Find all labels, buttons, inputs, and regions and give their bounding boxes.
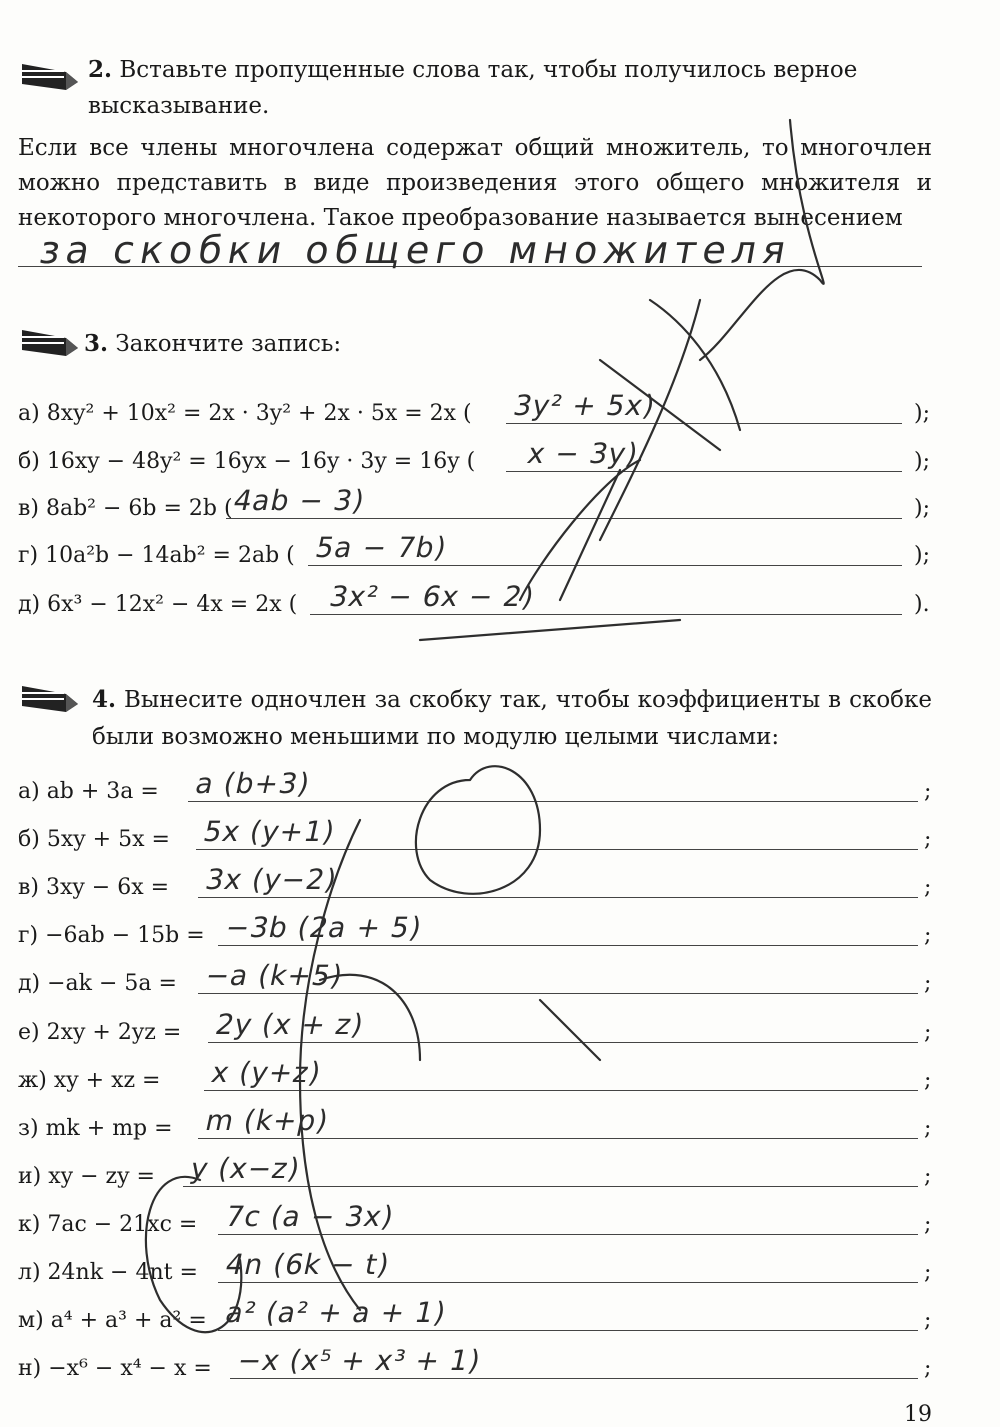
task-4-item <box>18 1151 932 1195</box>
item-end: ; <box>924 1211 932 1237</box>
item-end: ; <box>924 1308 932 1334</box>
pencil-icon <box>20 58 82 98</box>
answer-line <box>506 423 902 424</box>
task-4-item <box>18 815 932 858</box>
task-4-item <box>18 863 932 906</box>
item-answer: x (y+z) <box>208 1055 325 1089</box>
task-4-heading <box>92 681 932 756</box>
item-end: ; <box>924 827 932 853</box>
task-3-item-b <box>18 437 932 480</box>
item-end: ; <box>924 1067 932 1093</box>
task-4-item <box>18 1007 932 1051</box>
answer-line <box>218 1330 918 1331</box>
answer-line <box>506 471 902 472</box>
item-label: а) 8xy² + 10x² = 2x · 3y² + 2x · 5x = 2x ( <box>18 401 472 426</box>
item-answer: 7c (a − 3x) <box>222 1199 398 1233</box>
answer-line <box>218 1282 918 1283</box>
item-label: а) ab + 3a = <box>18 779 159 804</box>
pencil-icon <box>20 680 82 720</box>
task-4-item <box>18 1103 932 1147</box>
answer-line <box>183 1186 918 1187</box>
task-4-item <box>18 1055 932 1099</box>
item-label: г) 10a²b − 14ab² = 2ab ( <box>18 543 295 568</box>
item-end: ); <box>914 449 930 474</box>
item-end: ; <box>924 1356 932 1382</box>
task-2-title: Вставьте пропущенные слова так, чтобы получилось верное высказывание. <box>88 57 858 119</box>
item-answer: −a (k+5) <box>202 959 347 993</box>
answer-line <box>204 1090 918 1091</box>
item-end: ; <box>924 1260 932 1285</box>
task-3-item-e <box>18 580 932 623</box>
item-label: к) 7ac − 21xc = <box>18 1211 198 1237</box>
task-3-item-c <box>18 484 932 527</box>
item-answer: x − 3y) <box>524 437 642 470</box>
item-end: ); <box>914 543 930 568</box>
answer-line <box>308 565 902 566</box>
answer-line <box>198 897 918 898</box>
task-3-number: 3. <box>84 330 109 357</box>
item-label: м) a⁴ + a³ + a² = <box>18 1308 207 1334</box>
item-answer: 4n (6k − t) <box>222 1248 394 1281</box>
item-end: ; <box>924 923 932 949</box>
answer-line <box>218 1234 918 1235</box>
item-end: ; <box>924 875 932 901</box>
item-label: г) −6ab − 15b = <box>18 923 205 949</box>
task-4-title: Вынесите одночлен за скобку так, чтобы коэффициенты в скобке были возможно меньшими по модулю целыми числами: <box>92 687 933 750</box>
task-3-title: Закончите запись: <box>115 331 342 357</box>
item-answer: −3b (2a + 5) <box>222 911 426 945</box>
item-answer: 3x (y−2) <box>202 863 341 897</box>
task-2-heading <box>88 52 948 124</box>
item-answer: 5a − 7b) <box>312 531 451 564</box>
task-4-item <box>18 1248 932 1291</box>
item-answer: a (b+3) <box>192 767 314 800</box>
answer-line <box>188 801 918 802</box>
task-2-number: 2. <box>88 56 113 83</box>
item-answer: y (x−z) <box>187 1151 304 1185</box>
task-4-item <box>18 911 932 954</box>
item-end: ); <box>914 496 930 521</box>
item-label: д) −ak − 5a = <box>18 971 177 997</box>
task-4-item <box>18 959 932 1002</box>
item-end: ; <box>924 1163 932 1189</box>
item-answer: a² (a² + a + 1) <box>222 1296 450 1330</box>
item-answer: 5x (y+1) <box>200 815 339 849</box>
answer-line <box>208 1042 918 1043</box>
answer-line <box>198 993 918 994</box>
answer-line <box>226 518 902 519</box>
page-number: 19 <box>904 1402 932 1427</box>
item-answer: 4ab − 3) <box>230 484 369 517</box>
pencil-icon <box>20 324 82 364</box>
item-label: з) mk + mp = <box>18 1115 173 1141</box>
item-label: б) 16xy − 48y² = 16yx − 16y · 3y = 16y ( <box>18 449 476 474</box>
task-3-item-d <box>18 531 932 574</box>
item-end: ; <box>924 1019 932 1045</box>
item-label: в) 3xy − 6x = <box>18 875 170 901</box>
answer-line <box>230 1378 918 1379</box>
item-answer: 3x² − 6x − 2) <box>326 580 538 613</box>
task-4-item <box>18 1296 932 1339</box>
task-2-answer: за скобки общего множителя <box>36 228 796 272</box>
item-end: ; <box>924 971 932 997</box>
task-4-item <box>18 767 932 810</box>
item-label: д) 6x³ − 12x² − 4x = 2x ( <box>18 592 298 617</box>
item-label: е) 2xy + 2yz = <box>18 1019 182 1045</box>
item-answer: −x (x⁵ + x³ + 1) <box>234 1344 485 1378</box>
item-end: ; <box>924 779 932 804</box>
item-label: и) xy − zy = <box>18 1163 155 1189</box>
item-end: ; <box>924 1115 932 1141</box>
item-label: ж) xy + xz = <box>18 1067 161 1093</box>
task-3-heading <box>84 326 944 362</box>
answer-line <box>218 945 918 946</box>
answer-line <box>198 1138 918 1139</box>
item-answer: m (k+p) <box>202 1103 332 1137</box>
answer-line <box>310 614 902 615</box>
item-label: в) 8ab² − 6b = 2b ( <box>18 496 233 521</box>
item-answer: 2y (x + z) <box>212 1007 368 1041</box>
item-end: ). <box>914 592 930 617</box>
answer-line <box>196 849 918 850</box>
item-label: л) 24nk − 4nt = <box>18 1260 198 1285</box>
task-4-item <box>18 1199 932 1243</box>
task-4-item <box>18 1344 932 1387</box>
task-3-item-a <box>18 389 932 432</box>
task-4-number: 4. <box>92 686 117 713</box>
item-label: б) 5xy + 5x = <box>18 827 170 853</box>
task-2-paragraph: Если все члены многочлена содержат общий множитель, то многочлен можно представить в виде произведения этого общего множителя и некоторого многочлена. Такое преобразование называется вынесением <box>18 135 932 231</box>
item-end: ); <box>914 401 930 426</box>
item-label: н) −x⁶ − x⁴ − x = <box>18 1356 212 1382</box>
item-answer: 3y² + 5x) <box>510 389 659 422</box>
